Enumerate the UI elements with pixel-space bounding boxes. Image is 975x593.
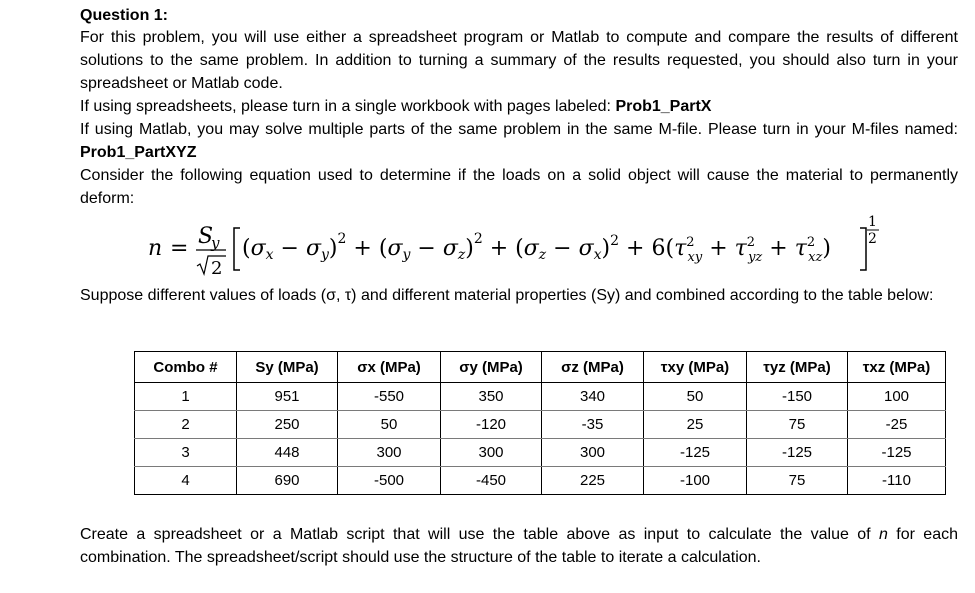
exponent-denominator: 2 (868, 231, 877, 247)
header-sigma-z: σz (MPa) (542, 352, 644, 383)
cell-sigma-y: 300 (441, 439, 542, 467)
task-variable-n: n (878, 526, 888, 543)
cell-sigma-z: 300 (542, 439, 644, 467)
question-title: Question 1: (80, 7, 169, 24)
exponent-numerator: 1 (868, 214, 877, 230)
cell-tau-xy: 50 (644, 383, 747, 411)
matlab-file-name: Prob1_PartXYZ (80, 144, 197, 161)
header-combo: Combo # (135, 352, 237, 383)
right-bracket (860, 228, 866, 270)
cell-tau-yz: 75 (747, 467, 848, 495)
cell-sigma-x: -550 (338, 383, 441, 411)
cell-sy: 951 (237, 383, 338, 411)
cell-sigma-y: -450 (441, 467, 542, 495)
equation (80, 212, 958, 280)
spreadsheet-page-label: Prob1_PartX (615, 98, 712, 115)
table-row (135, 467, 946, 495)
cell-combo: 3 (135, 439, 237, 467)
paragraph-intro: For this problem, you will use either a spreadsheet program or Matlab to compute and compare the results of different solutions to the same problem. In addition to turning a summary of the results requested, you should also turn in your spreadsheet or Matlab code. (80, 29, 958, 92)
cell-tau-xz: -125 (848, 439, 946, 467)
spreadsheet-instructions-text: If using spreadsheets, please turn in a single workbook with pages labeled: (80, 98, 616, 115)
task-text-a: Create a spreadsheet or a Matlab script that will use the table above as input to calculate the value of (80, 526, 879, 543)
paragraph-task (80, 523, 958, 569)
cell-sigma-y: -120 (441, 411, 542, 439)
cell-combo: 2 (135, 411, 237, 439)
document (80, 6, 959, 566)
equation-lhs: n (148, 236, 163, 261)
cell-sigma-x: 300 (338, 439, 441, 467)
header-sy: Sy (MPa) (237, 352, 338, 383)
paragraph-table-intro: Suppose different values of loads (σ, τ) and different material properties (Sy) and combined according to the table below: (80, 287, 934, 304)
left-bracket (234, 228, 240, 270)
table-row (135, 439, 946, 467)
load-combinations-table (134, 351, 946, 495)
cell-combo: 1 (135, 383, 237, 411)
cell-sigma-x: -500 (338, 467, 441, 495)
cell-sy: 250 (237, 411, 338, 439)
cell-tau-yz: -125 (747, 439, 848, 467)
matlab-instructions-text: If using Matlab, you may solve multiple parts of the same problem in the same M-file. Please turn in your M-files named: (80, 121, 958, 138)
cell-tau-xz: 100 (848, 383, 946, 411)
task-text-b: for each combination. The spreadsheet/script should use the structure of the table to iterate a calculation. (80, 526, 959, 566)
paragraph-spreadsheet-instructions (80, 95, 958, 118)
equation-equals: = (170, 236, 189, 261)
cell-tau-xz: -110 (848, 467, 946, 495)
header-tau-yz: τyz (MPa) (747, 352, 848, 383)
header-tau-xz: τxz (MPa) (848, 352, 946, 383)
paragraph-equation-intro: Consider the following equation used to determine if the loads on a solid object will cause the material to permanently deform: (80, 167, 958, 207)
cell-tau-yz: -150 (747, 383, 848, 411)
cell-tau-xy: 25 (644, 411, 747, 439)
cell-sy: 448 (237, 439, 338, 467)
cell-combo: 4 (135, 467, 237, 495)
header-sigma-x: σx (MPa) (338, 352, 441, 383)
cell-tau-xy: -100 (644, 467, 747, 495)
cell-tau-xz: -25 (848, 411, 946, 439)
cell-sigma-y: 350 (441, 383, 542, 411)
safety-factor-equation (140, 212, 900, 278)
sqrt-argument: 2 (211, 258, 223, 278)
header-tau-xy: τxy (MPa) (644, 352, 747, 383)
table-row (135, 383, 946, 411)
cell-tau-yz: 75 (747, 411, 848, 439)
table-row (135, 411, 946, 439)
cell-sy: 690 (237, 467, 338, 495)
cell-tau-xy: -125 (644, 439, 747, 467)
paragraph-matlab-instructions (80, 118, 958, 164)
equation-sy-subscript: y (211, 234, 220, 252)
header-sigma-y: σy (MPa) (441, 352, 542, 383)
cell-sigma-z: 340 (542, 383, 644, 411)
cell-sigma-z: -35 (542, 411, 644, 439)
equation-sy: S (198, 224, 214, 249)
table-header-row (135, 352, 946, 383)
cell-sigma-z: 225 (542, 467, 644, 495)
equation-body: $(\sigma x - \sigma y)^2 + (\sigma y - \sigma z)^2 + (\sigma z - \sigma x)^2 + 6(\tau^2$ xy + $\tau^2$ yz + $\tau^2$ xz) (242, 231, 831, 265)
cell-sigma-x: 50 (338, 411, 441, 439)
